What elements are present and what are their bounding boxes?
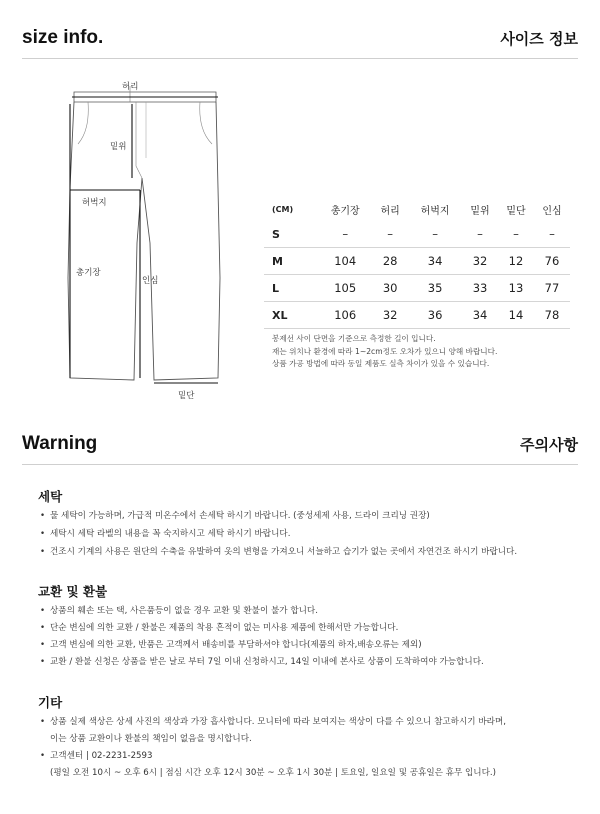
pants-diagram [60, 78, 230, 408]
table-cell: 32 [372, 302, 408, 329]
table-cell: 106 [318, 302, 372, 329]
table-cell: 30 [372, 275, 408, 302]
customer-center-text: 고객센터 | 02-2231-2593 [50, 751, 153, 761]
list-item-text: 교환 / 환불 신청은 상품을 받은 날로 부터 7일 이내 신청하시고, 14일 이내에 본사로 상품이 도착하여야 가능합니다. [50, 657, 484, 667]
warning-title: Warning [22, 433, 98, 454]
length-label: 총기장 [76, 268, 101, 278]
size-notes [272, 333, 497, 371]
table-cell: – [534, 221, 570, 248]
list-item [40, 657, 484, 668]
table-row [264, 302, 570, 329]
bullet-icon: • [40, 751, 46, 761]
list-item-text: 물 세탁이 가능하며, 가급적 미온수에서 손세탁 하시기 바랍니다. (중성세제 사용, 드라이 크리닝 권장) [50, 511, 430, 521]
bullet-icon: • [40, 511, 46, 521]
table-cell: – [462, 221, 498, 248]
bullet-icon: • [40, 606, 46, 616]
warning-title-korean: 주의사항 [520, 436, 578, 454]
bullet-icon: • [40, 717, 46, 727]
table-cell: 104 [318, 248, 372, 275]
column-header: 허리 [380, 205, 400, 217]
thigh-label: 허벅지 [82, 198, 107, 208]
exchange-title: 교환 및 환불 [38, 584, 108, 599]
inseam-label: 인심 [142, 276, 159, 286]
column-header: 밑위 [470, 205, 490, 217]
table-cell: 35 [408, 275, 462, 302]
column-header: 인심 [542, 205, 562, 217]
bullet-icon: • [40, 623, 46, 633]
list-item [40, 511, 517, 522]
list-item [40, 640, 484, 651]
table-cell: 105 [318, 275, 372, 302]
column-header: 총기장 [330, 205, 360, 217]
washing-list [40, 511, 517, 558]
hem-label: 밑단 [178, 391, 195, 401]
table-cell: 76 [534, 248, 570, 275]
list-item [40, 623, 484, 634]
table-cell: 36 [408, 302, 462, 329]
size-info-title: size info. [22, 27, 104, 48]
column-header: 밑단 [506, 205, 526, 217]
exchange-list [40, 606, 484, 668]
table-row [264, 248, 570, 275]
size-label: S [264, 221, 318, 248]
waist-label: 허리 [122, 82, 139, 92]
table-cell: 14 [498, 302, 534, 329]
list-item [40, 751, 506, 762]
list-item-text: 상품의 훼손 또는 택, 사은품등이 없을 경우 교환 및 환불이 불가 합니다. [50, 606, 318, 616]
table-cell: 28 [372, 248, 408, 275]
etc-list [40, 717, 506, 779]
table-row [264, 221, 570, 248]
pants-outline-illustration [60, 78, 230, 408]
table-cell: 32 [462, 248, 498, 275]
rise-label: 밑위 [110, 142, 127, 152]
size-table-header-row [264, 197, 570, 221]
bullet-icon: • [40, 547, 46, 557]
table-cell: 78 [534, 302, 570, 329]
etc-title: 기타 [38, 695, 63, 710]
size-label: XL [264, 302, 318, 329]
list-item-text: 고객 변심에 의한 교환, 반품은 고객께서 배송비를 부담하셔야 합니다(제품의 하자,배송오류는 제외) [50, 640, 422, 650]
table-row [264, 275, 570, 302]
table-cell: – [372, 221, 408, 248]
size-label: M [264, 248, 318, 275]
size-note: 봉제선 사이 단면을 기준으로 측정한 길이 입니다. [272, 334, 436, 343]
warning-header [22, 420, 578, 465]
unit-label: (CM) [272, 204, 294, 214]
table-cell: 77 [534, 275, 570, 302]
table-cell: 34 [408, 248, 462, 275]
bullet-icon: • [40, 657, 46, 667]
list-item [40, 606, 484, 617]
washing-title: 세탁 [38, 489, 63, 504]
table-cell: – [408, 221, 462, 248]
list-item [40, 529, 517, 540]
list-item-text: 세탁시 세탁 라벨의 내용을 꼭 숙지하시고 세탁 하시기 바랍니다. [50, 529, 291, 539]
table-cell: – [318, 221, 372, 248]
size-info-header [22, 14, 578, 59]
table-cell: 34 [462, 302, 498, 329]
table-cell: – [498, 221, 534, 248]
list-item-text: 상품 실제 색상은 상세 사진의 색상과 가장 흡사합니다. 모니터에 따라 보여지는 색상이 다를 수 있으니 참고하시기 바라며, [50, 717, 506, 727]
bullet-icon: • [40, 529, 46, 539]
list-item-continuation: 이는 상품 교환이나 환불의 책임이 없음을 명시합니다. [50, 734, 252, 744]
list-item-text: 건조시 기계의 사용은 원단의 수축을 유발하여 옷의 변형을 가져오니 서늘하고 습기가 없는 곳에서 자연건조 하시기 바랍니다. [50, 547, 518, 557]
list-item [40, 717, 506, 728]
list-item-text: 단순 변심에 의한 교환 / 환불은 제품의 착용 흔적이 없는 미사용 제품에 한해서만 가능합니다. [50, 623, 399, 633]
size-label: L [264, 275, 318, 302]
business-hours-text: (평일 오전 10시 ~ 오후 6시 | 점심 시간 오후 12시 30분 ~ 오후 1시 30분 | 토요일, 일요일 및 공휴일은 휴무 입니다.) [50, 768, 496, 778]
size-table [264, 197, 570, 329]
column-header: 허벅지 [420, 205, 450, 217]
list-item [40, 547, 517, 558]
table-cell: 12 [498, 248, 534, 275]
size-info-title-korean: 사이즈 정보 [500, 30, 578, 48]
size-note: 재는 위치나 환경에 따라 1~2cm정도 오차가 있으니 양해 바랍니다. [272, 346, 498, 356]
size-note: 상품 가공 방법에 따라 동일 제품도 실측 차이가 있을 수 있습니다. [272, 359, 490, 369]
table-cell: 13 [498, 275, 534, 302]
bullet-icon: • [40, 640, 46, 650]
table-cell: 33 [462, 275, 498, 302]
